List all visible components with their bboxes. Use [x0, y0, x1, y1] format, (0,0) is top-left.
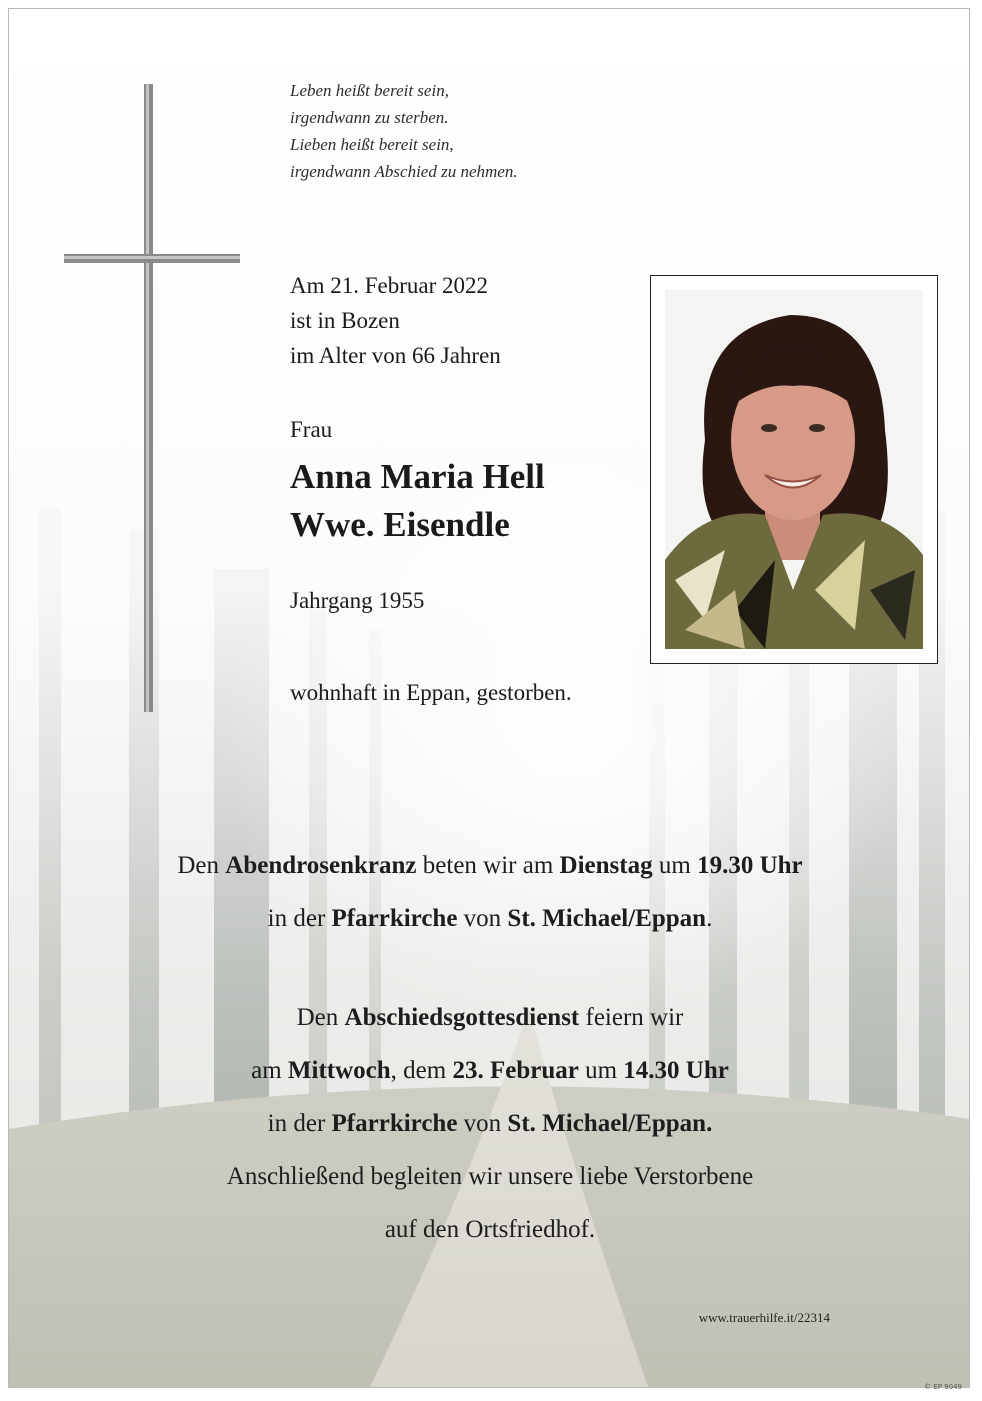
poem-line: Lieben heißt bereit sein, [290, 135, 454, 154]
text-emphasis: 14.30 Uhr [623, 1057, 729, 1084]
intro-line-place: ist in Bozen [290, 308, 400, 333]
text-segment: , dem [390, 1057, 453, 1084]
salutation: Frau [290, 417, 333, 442]
text-emphasis: 19.30 Uhr [697, 852, 803, 879]
text-segment: Den [296, 1004, 345, 1031]
poem-line: irgendwann Abschied zu nehmen. [290, 162, 518, 181]
text-segment: um [578, 1057, 624, 1084]
text-segment: in der [267, 1110, 332, 1137]
source-url: www.trauerhilfe.it/22314 [698, 1310, 830, 1325]
text-emphasis: Abschiedsgottesdienst [344, 1004, 580, 1031]
poem-line: Leben heißt bereit sein, [290, 81, 449, 100]
text-emphasis: Mittwoch [287, 1057, 391, 1084]
rosary-line [60, 899, 920, 939]
text-segment: am [251, 1057, 288, 1084]
text-segment: von [457, 905, 508, 932]
text-emphasis: Pfarrkirche [331, 1110, 458, 1137]
text-segment: . [706, 905, 713, 932]
text-segment: feiern wir [579, 1004, 684, 1031]
service-line [60, 1104, 920, 1144]
text-segment: in der [267, 905, 332, 932]
print-code: © EP 9049 [924, 1383, 962, 1391]
portrait-photo [665, 290, 923, 649]
death-notice-intro [290, 268, 630, 373]
service-announcement [60, 998, 920, 1250]
deceased-name [290, 453, 650, 549]
intro-line-date: Am 21. Februar 2022 [290, 273, 489, 298]
service-line [60, 1051, 920, 1091]
text-segment: beten wir am [416, 852, 560, 879]
service-line [60, 998, 920, 1038]
name-line: Anna Maria Hell [290, 457, 545, 496]
poem-line: irgendwann zu sterben. [290, 108, 449, 127]
rosary-line [60, 846, 920, 886]
rosary-announcement [60, 846, 920, 939]
birth-year: Jahrgang 1955 [290, 588, 425, 613]
text-emphasis: St. Michael/Eppan [507, 905, 707, 932]
text-emphasis: Dienstag [559, 852, 653, 879]
memorial-poem [290, 77, 710, 185]
text-segment: um [652, 852, 698, 879]
portrait-frame [650, 275, 938, 664]
residence-line: wohnhaft in Eppan, gestorben. [290, 680, 572, 705]
text-segment: von [457, 1110, 508, 1137]
text-segment: Den [177, 852, 226, 879]
text-emphasis: Pfarrkirche [331, 905, 458, 932]
text-emphasis: St. Michael/Eppan. [507, 1110, 713, 1137]
service-line: Anschließend begleiten wir unsere liebe Verstorbene [226, 1163, 754, 1190]
text-emphasis: 23. Februar [452, 1057, 579, 1084]
service-line: auf den Ortsfriedhof. [384, 1216, 596, 1243]
text-emphasis: Abendrosenkranz [225, 852, 417, 879]
cross-icon [64, 84, 240, 712]
intro-line-age: im Alter von 66 Jahren [290, 343, 501, 368]
name-line: Wwe. Eisendle [290, 505, 510, 544]
